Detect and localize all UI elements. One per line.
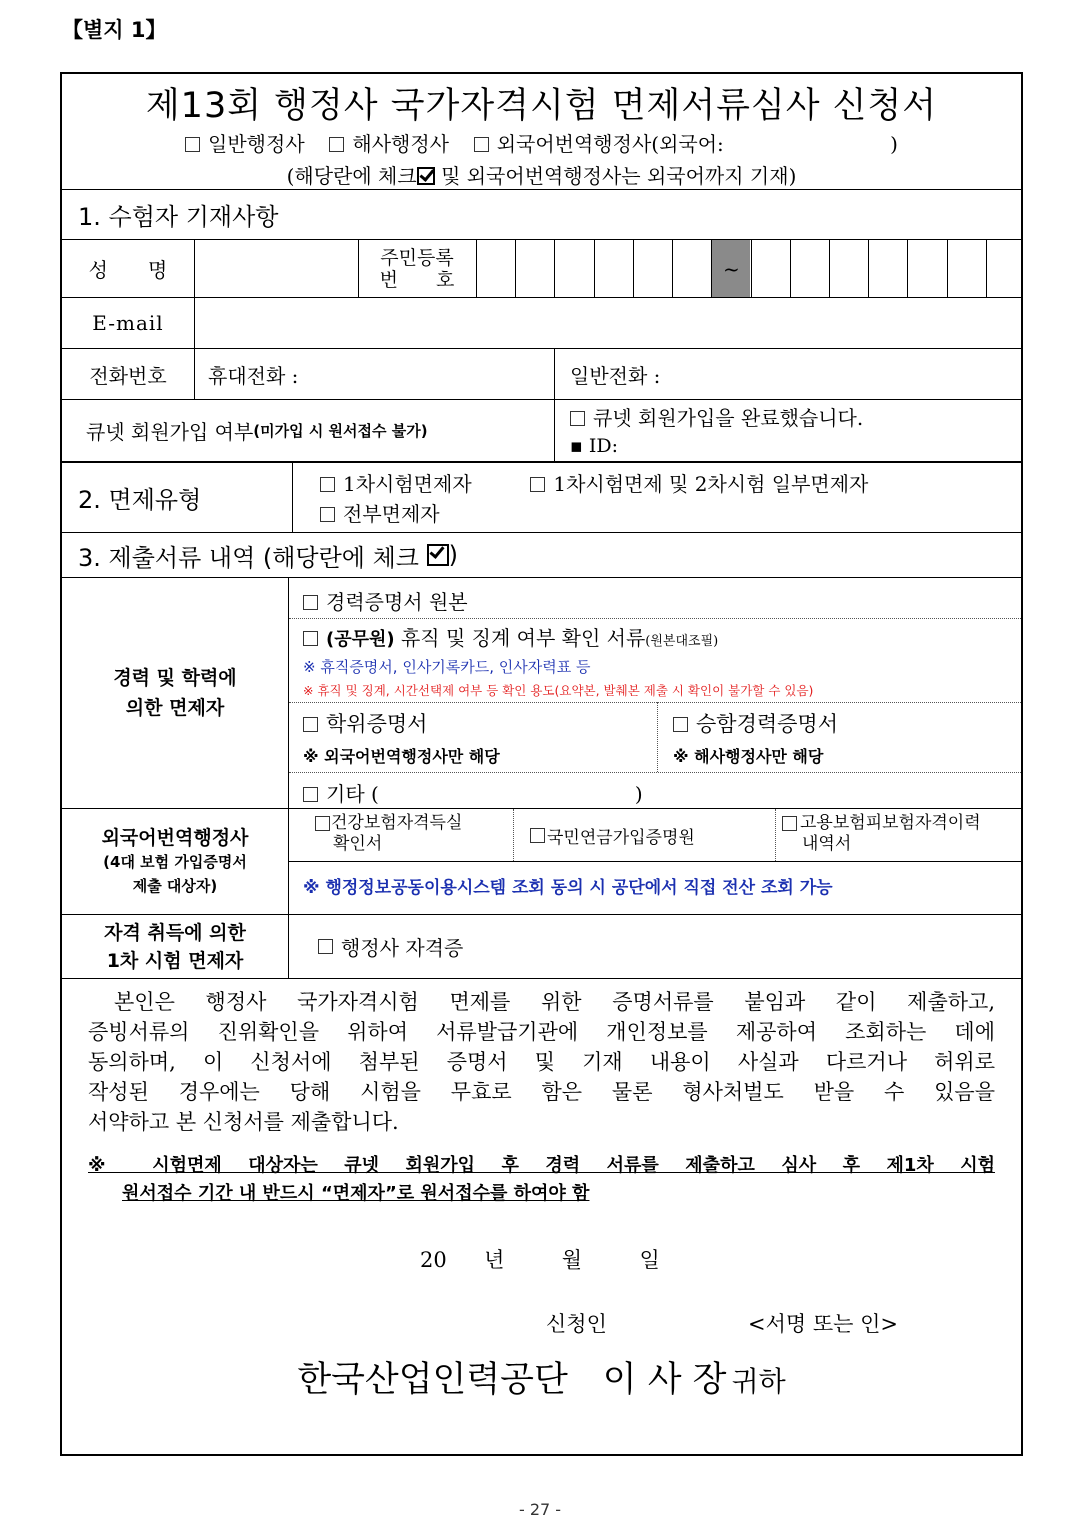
doc2-item <box>303 622 718 651</box>
email-field[interactable] <box>195 298 1021 348</box>
checkmark-icon <box>417 167 435 185</box>
exempt-opt1-label: 1차시험면제자 <box>343 472 472 496</box>
name-label: 성 명 <box>88 258 168 282</box>
ins3-item <box>776 809 1021 861</box>
exempt-opt1-checkbox[interactable] <box>320 477 335 492</box>
qnet-label-text: 큐넷 회원가입 여부 <box>86 420 254 444</box>
exempt-opt2-checkbox[interactable] <box>530 477 545 492</box>
rrn-digit-box[interactable] <box>829 240 868 297</box>
doc2-bold-label: (공무원) <box>326 629 395 650</box>
exempt-opt3-checkbox[interactable] <box>320 507 335 522</box>
applicant-label: 신청인 <box>546 1312 607 1336</box>
rrn-digit-box[interactable] <box>633 240 672 297</box>
insurance-docs <box>289 809 1021 862</box>
career-label-line1: 경력 및 학력에 <box>113 667 237 689</box>
application-form <box>60 72 1023 1456</box>
type-translation-checkbox[interactable] <box>474 137 489 152</box>
qnet-id-field[interactable]: ▪ ID: <box>570 435 619 457</box>
rrn-digit-box[interactable] <box>790 240 829 297</box>
check-instruction-prefix: (해당란에 체크 <box>286 164 417 188</box>
type-general-checkbox[interactable] <box>185 137 200 152</box>
rrn-digit-box[interactable] <box>947 240 986 297</box>
mobile-phone-field[interactable]: 휴대전화 : <box>208 363 299 388</box>
name-row <box>62 240 1021 298</box>
doc5-close: ) <box>634 782 643 806</box>
license-doc-label: 행정사 자격증 <box>341 936 464 960</box>
doc3-note: ※ 외국어번역행정사만 해당 <box>303 747 500 766</box>
section3-heading-close: ) <box>448 541 459 569</box>
doc2-label: 휴직 및 징계 여부 확인 서류 <box>400 626 646 650</box>
doc5-checkbox[interactable] <box>303 787 318 802</box>
rrn-digit-box[interactable] <box>515 240 554 297</box>
ins1-label-b: 확인서 <box>333 834 383 854</box>
warning-note <box>88 1152 995 1208</box>
doc5-item <box>303 778 643 807</box>
rrn-digit-box[interactable] <box>554 240 593 297</box>
doc3-item <box>303 708 427 738</box>
doc4-checkbox[interactable] <box>673 717 688 732</box>
exemption-type-options <box>320 469 868 529</box>
ins2-item <box>514 809 776 861</box>
type-general-label: 일반행정사 <box>208 132 305 156</box>
form-title: 제13회 행정사 국가자격시험 면제서류심사 신청서 <box>145 86 938 126</box>
qnet-row <box>62 400 1021 463</box>
rrn-digit-box[interactable] <box>868 240 907 297</box>
license-block <box>62 915 1021 979</box>
checkmark-icon <box>427 544 449 566</box>
annex-label: 【별지 1】 <box>62 18 167 42</box>
doc4-label: 승함경력증명서 <box>696 712 839 736</box>
doc2-small-label: (원본대조필) <box>645 634 719 649</box>
section3-heading-row <box>62 533 1021 578</box>
type-maritime-checkbox[interactable] <box>329 137 344 152</box>
doc2-checkbox[interactable] <box>303 631 318 646</box>
date-month-unit: 월 <box>561 1248 583 1272</box>
doc1-item <box>303 586 468 615</box>
name-field[interactable] <box>195 240 358 297</box>
license-label-line2: 1차 시험 면제자 <box>106 949 244 972</box>
pledge-text <box>88 987 995 1137</box>
foreign-block <box>62 809 1021 915</box>
date-year: 20 <box>420 1248 447 1272</box>
section3-heading-text: 3. 제출서류 내역 (해당란에 체크 <box>78 543 419 572</box>
rrn-digit-box[interactable] <box>672 240 711 297</box>
qnet-done-label: 큐넷 회원가입을 완료했습니다. <box>593 406 864 430</box>
pledge-line: 증빙서류의 진위확인을 위하여 서류발급기관에 개인정보를 제공하여 조회하는 데에 <box>88 1020 995 1044</box>
addressee-name: 한국산업인력공단 이 사 장 <box>297 1360 727 1400</box>
pledge-line: 동의하며, 이 신청서에 첨부된 증명서 및 기재 내용이 사실과 다르거나 허위로 <box>88 1050 995 1074</box>
foreign-label-line2: (4대 보험 가입증명서 <box>103 852 247 871</box>
rrn-digit-box[interactable] <box>594 240 633 297</box>
qnet-confirm <box>570 404 863 460</box>
foreign-label <box>62 809 288 914</box>
doc2-note-red: ※ 휴직 및 징계, 시간선택제 여부 등 확인 용도(요약본, 발췌본 제출 시 확인이 불가할 수 있음) <box>303 683 814 698</box>
career-label <box>62 578 288 808</box>
foreign-label-line1: 외국어번역행정사 <box>101 826 249 849</box>
pledge-line: 서약하고 본 신청서를 제출합니다. <box>88 1110 399 1134</box>
foreign-label-line3: 제출 대상자) <box>132 876 218 895</box>
rrn-separator: ~ <box>711 240 750 297</box>
check-instruction <box>62 160 1021 189</box>
pledge-line: 작성된 경우에는 당해 시험을 무효로 함은 물론 형사처벌도 받을 수 있음을 <box>88 1080 995 1104</box>
doc4-item <box>673 708 838 738</box>
doc1-label: 경력증명서 원본 <box>326 590 468 614</box>
rrn-digit-box[interactable] <box>751 240 790 297</box>
ins1-label-a: 건강보험자격득실 <box>331 813 463 833</box>
ins3-checkbox[interactable] <box>782 816 797 831</box>
section1-heading: 1. 수험자 기재사항 <box>78 203 279 231</box>
doc4-note: ※ 해사행정사만 해당 <box>673 747 824 766</box>
license-label <box>62 915 288 978</box>
warning-line1: ※ 시험면제 대상자는 큐넷 회원가입 후 경력 서류를 제출하고 심사 후 제1차 시험 <box>88 1155 995 1176</box>
career-label-line2: 의한 면제자 <box>125 697 225 719</box>
applicant-type-options <box>62 128 1021 157</box>
page-number: - 27 - <box>518 1500 562 1519</box>
exempt-opt2-label: 1차시험면제 및 2차시험 일부면제자 <box>553 472 869 496</box>
check-instruction-suffix: 및 외국어번역행정사는 외국어까지 기재) <box>441 164 797 188</box>
ins3-label-a: 고용보험피보험자격이력 <box>800 813 981 833</box>
exempt-opt3-label: 전부면제자 <box>343 502 440 526</box>
email-row <box>62 298 1021 349</box>
signature-field[interactable]: <서명 또는 인> <box>748 1312 898 1336</box>
rrn-label <box>358 240 476 297</box>
ins2-label: 국민연금가입증명원 <box>547 827 695 848</box>
pledge-line: 본인은 행정사 국가자격시험 면제를 위한 증명서류를 붙임과 같이 제출하고, <box>114 990 995 1014</box>
career-block <box>62 578 1021 809</box>
date-year-unit: 년 <box>484 1248 505 1272</box>
warning-line2: 원서접수 기간 내 반드시 “면제자”로 원서접수를 하여야 함 <box>122 1183 590 1204</box>
ins1-item <box>289 809 514 861</box>
section3-heading <box>78 533 458 577</box>
rrn-digit-box[interactable] <box>907 240 946 297</box>
phone-label: 전화번호 <box>89 363 167 388</box>
rrn-digit-boxes <box>476 240 1021 297</box>
phone-row <box>62 349 1021 400</box>
doc3-label: 학위증명서 <box>326 712 428 736</box>
ins2-checkbox[interactable] <box>530 828 545 843</box>
addressee-suffix: 귀하 <box>731 1365 786 1398</box>
landline-phone-field[interactable]: 일반전화 : <box>570 363 661 388</box>
license-label-line1: 자격 취득에 의한 <box>104 921 246 944</box>
ins1-checkbox[interactable] <box>315 816 330 831</box>
title-block <box>62 74 1021 190</box>
ins3-label-b: 내역서 <box>802 834 852 854</box>
date-line <box>420 1244 660 1274</box>
addressee <box>62 1352 1021 1402</box>
insurance-note: ※ 행정정보공동이용시스템 조회 동의 시 공단에서 직접 전산 조회 가능 <box>303 878 833 898</box>
qnet-label <box>86 400 554 461</box>
rrn-digit-box[interactable] <box>986 240 1025 297</box>
qnet-label-note: (미가입 시 원서접수 불가) <box>253 422 428 440</box>
rrn-label-line1: 주민등록 <box>380 246 454 269</box>
doc5-label: 기타 ( <box>326 782 379 806</box>
rrn-label-line2: 번 호 <box>379 268 455 291</box>
email-label: E-mail <box>92 311 164 335</box>
license-item <box>318 915 463 978</box>
type-close-paren: ) <box>890 132 898 156</box>
date-day-unit: 일 <box>639 1248 660 1272</box>
section1-heading-row <box>62 190 1021 240</box>
rrn-digit-box[interactable] <box>476 240 515 297</box>
qnet-done-checkbox[interactable] <box>570 411 585 426</box>
doc2-note-blue: ※ 휴직증명서, 인사기록카드, 인사자력표 등 <box>303 658 591 676</box>
type-translation-label: 외국어번역행정사(외국어: <box>496 132 724 156</box>
doc3-checkbox[interactable] <box>303 717 318 732</box>
section2-heading: 2. 면제유형 <box>78 486 202 514</box>
doc1-checkbox[interactable] <box>303 595 318 610</box>
career-docs <box>289 578 1021 808</box>
section2-row <box>62 463 1021 533</box>
license-checkbox[interactable] <box>318 939 333 954</box>
type-maritime-label: 해사행정사 <box>352 132 449 156</box>
